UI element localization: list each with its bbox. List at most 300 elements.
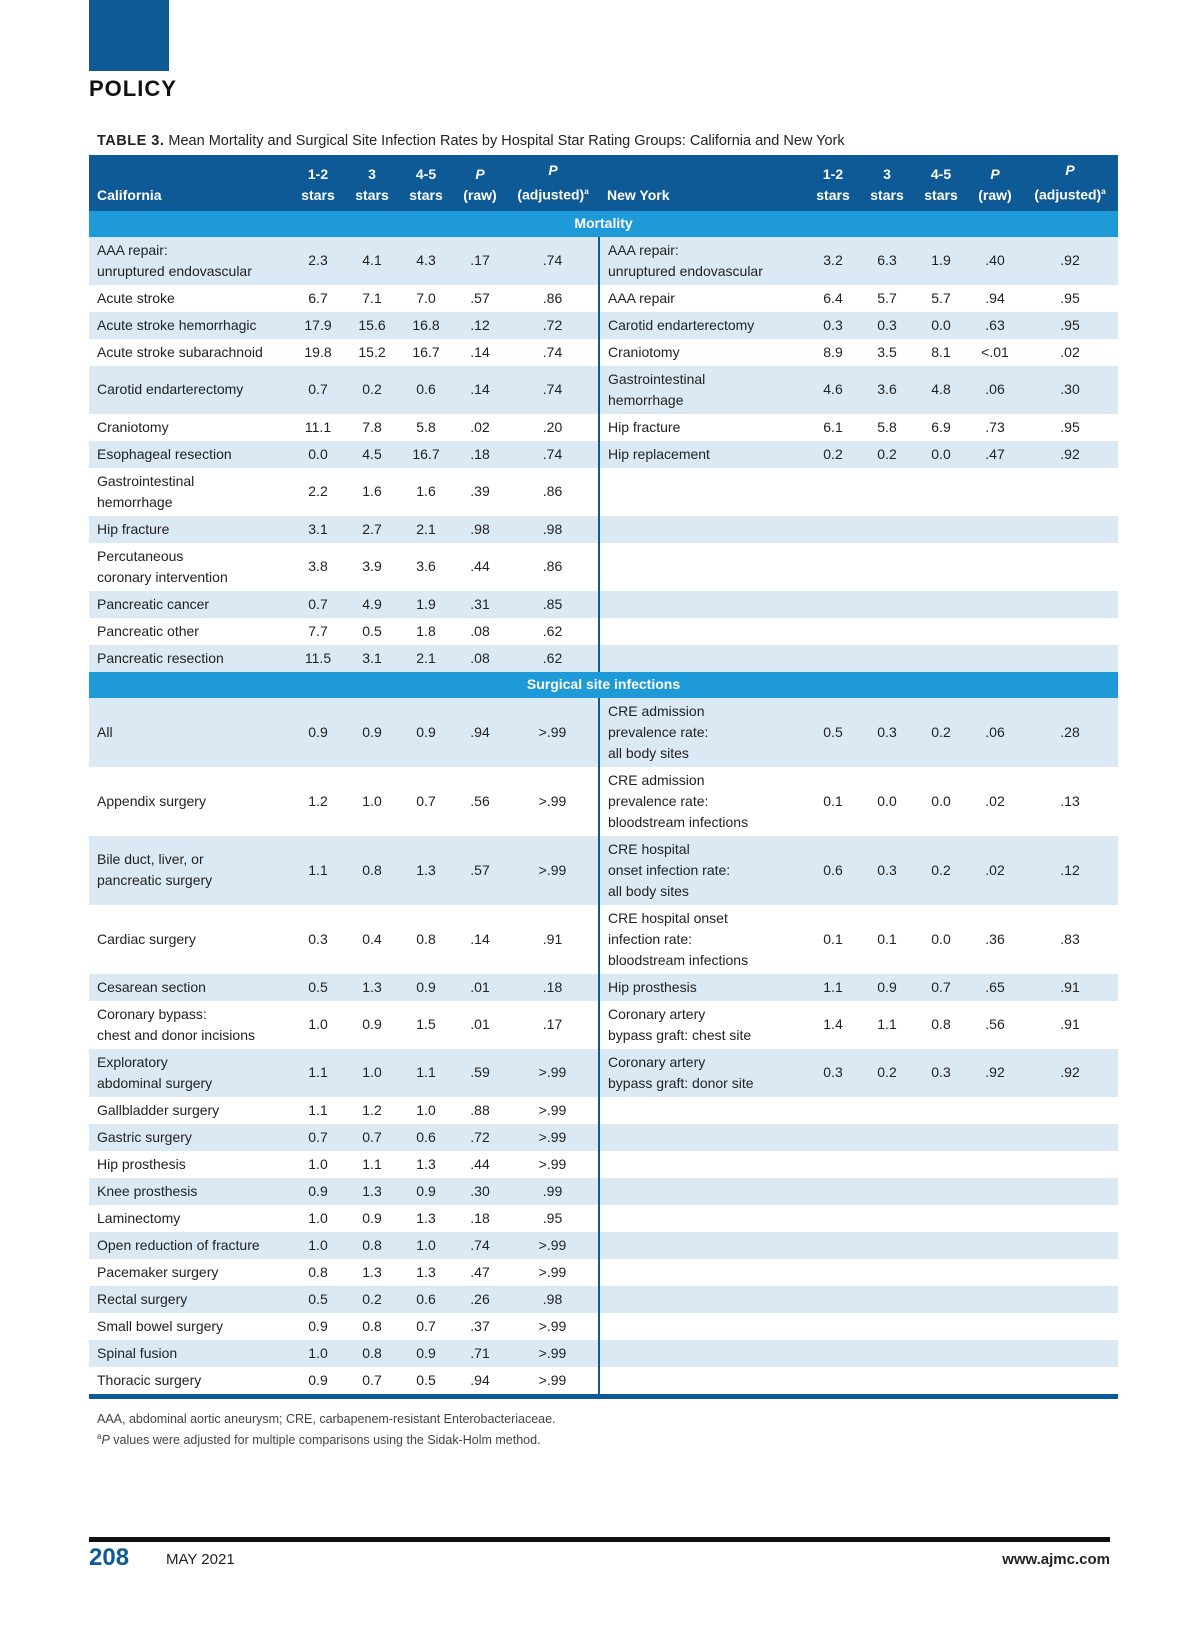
ca-s45-cell: 7.0 <box>416 289 436 306</box>
measure-name-line: Cesarean section <box>97 978 206 995</box>
ca-s45-cell: 1.0 <box>399 1232 453 1259</box>
ny-s45-cell: 0.0 <box>914 312 968 339</box>
ny-measure-name <box>599 1313 806 1340</box>
ca-adj-cell: .74 <box>507 366 599 414</box>
ca-s3-cell: 0.2 <box>345 1286 399 1313</box>
ny-s12-cell <box>806 1124 860 1151</box>
table-row <box>89 285 1118 312</box>
ny-s3-cell <box>860 1097 914 1124</box>
ca-raw-cell: .56 <box>470 792 490 809</box>
ca-raw-cell: .74 <box>453 1232 507 1259</box>
ny-adj-cell: .83 <box>1060 930 1080 947</box>
table-row <box>89 1340 1118 1367</box>
ca-s45-cell: 0.6 <box>399 1286 453 1313</box>
ca-s45-cell: 1.9 <box>399 591 453 618</box>
ny-s45-cell <box>914 591 968 618</box>
ny-measure-name <box>599 366 806 414</box>
ca-raw-cell: .08 <box>453 645 507 672</box>
ca-s12-cell: 0.7 <box>291 591 345 618</box>
ca-s45-cell: 0.9 <box>399 974 453 1001</box>
col-header-ca-p-raw: P (raw) <box>453 155 507 211</box>
ny-s3-cell: 0.3 <box>860 698 914 767</box>
ca-s3-cell: 15.2 <box>358 343 386 360</box>
table-row <box>89 618 1118 645</box>
ny-adj-cell: .91 <box>1060 1016 1080 1033</box>
measure-name-line: all body sites <box>608 744 689 761</box>
ca-measure-name <box>89 618 291 645</box>
ny-s12-cell <box>806 1232 860 1259</box>
ca-adj-cell: .72 <box>507 312 599 339</box>
ny-s3-cell <box>860 1367 914 1397</box>
ca-s12-cell: 6.7 <box>308 289 328 306</box>
ca-raw-cell: .94 <box>453 698 507 767</box>
measure-name-line: Hip replacement <box>608 445 710 462</box>
ny-measure-name <box>599 1049 806 1097</box>
ny-raw-cell <box>968 543 1022 591</box>
ny-s3-cell <box>860 1232 914 1259</box>
ca-s3-cell: 1.6 <box>362 483 382 500</box>
measure-name-line: Pancreatic resection <box>97 649 224 666</box>
ca-raw-cell: .17 <box>453 237 507 285</box>
ca-measure-name <box>89 1124 291 1151</box>
ca-measure-name <box>89 1367 291 1397</box>
table-row <box>89 1124 1118 1151</box>
ny-raw-cell <box>968 468 1022 516</box>
measure-name-line: Acute stroke <box>97 289 175 306</box>
ca-s12-cell: 2.2 <box>308 483 328 500</box>
table-row <box>89 1049 1118 1097</box>
ny-s12-cell <box>806 468 860 516</box>
ca-raw-cell: .47 <box>470 1263 490 1280</box>
measure-name-line: Knee prosthesis <box>97 1182 198 1199</box>
ca-raw-cell: .31 <box>453 591 507 618</box>
ca-raw-cell: .08 <box>470 622 490 639</box>
ca-adj-cell: .86 <box>542 558 563 575</box>
ny-s3-cell <box>860 1151 914 1178</box>
measure-name-line: unruptured endovascular <box>97 262 252 279</box>
ca-s12-cell: 0.0 <box>291 441 345 468</box>
measure-name-line: Gastrointestinal <box>608 370 706 387</box>
ny-raw-cell: .63 <box>968 312 1022 339</box>
table-row <box>89 767 1118 836</box>
measure-name-line: Craniotomy <box>97 418 169 435</box>
ny-adj-cell: .12 <box>1022 836 1118 905</box>
ny-raw-cell <box>968 1367 1022 1397</box>
table-title: Mean Mortality and Surgical Site Infection Rates by Hospital Star Rating Groups: California and New York <box>164 133 845 149</box>
measure-name-line: Small bowel surgery <box>97 1317 224 1334</box>
ca-s12-cell: 0.7 <box>291 1124 345 1151</box>
ny-s3-cell <box>860 1205 914 1232</box>
ny-s12-cell <box>806 1178 860 1205</box>
ny-raw-cell: .40 <box>968 237 1022 285</box>
col-header-ny-p-raw: P (raw) <box>968 155 1022 211</box>
ca-adj-cell: >.99 <box>507 1124 599 1151</box>
ca-adj-cell: .17 <box>542 1016 563 1033</box>
measure-name-line: Esophageal resection <box>97 445 232 462</box>
ca-adj-cell: .74 <box>507 237 599 285</box>
ca-measure-name <box>89 591 291 618</box>
ny-raw-cell <box>968 1286 1022 1313</box>
table-row <box>89 1232 1118 1259</box>
ny-s45-cell: 0.7 <box>914 974 968 1001</box>
ca-adj-cell: .95 <box>542 1209 563 1226</box>
ca-s12-cell: 1.0 <box>291 1232 345 1259</box>
ny-s45-cell <box>914 645 968 672</box>
ca-measure-name <box>89 974 291 1001</box>
ny-measure-name <box>599 1286 806 1313</box>
ny-s45-cell <box>914 1097 968 1124</box>
ca-s3-cell: 0.8 <box>362 1317 382 1334</box>
measure-name-line: Bile duct, liver, or <box>97 851 204 868</box>
ca-measure-name <box>89 414 291 441</box>
ny-raw-cell <box>968 1313 1022 1340</box>
measure-name-line: Gastric surgery <box>97 1128 192 1145</box>
ca-s3-cell: 4.1 <box>345 237 399 285</box>
ny-s12-cell: 0.3 <box>806 1049 860 1097</box>
measure-name-line: Pancreatic cancer <box>97 595 210 612</box>
ny-adj-cell <box>1022 543 1118 591</box>
ny-s12-cell: 1.4 <box>823 1016 843 1033</box>
measure-name-line: Pacemaker surgery <box>97 1263 219 1280</box>
table-row <box>89 1097 1118 1124</box>
ca-measure-name <box>89 339 291 366</box>
measure-name-line: Craniotomy <box>608 343 680 360</box>
table-row <box>89 905 1118 974</box>
ny-s3-cell: 0.2 <box>860 441 914 468</box>
ny-raw-cell: .36 <box>985 930 1005 947</box>
ny-measure-name <box>599 516 806 543</box>
ca-raw-cell: .37 <box>470 1317 490 1334</box>
ca-adj-cell: .74 <box>507 441 599 468</box>
ca-measure-name <box>89 543 291 591</box>
ny-s12-cell <box>806 1097 860 1124</box>
ca-s12-cell: 17.9 <box>291 312 345 339</box>
measure-name-line: Coronary artery <box>608 1005 706 1022</box>
ny-raw-cell <box>968 1151 1022 1178</box>
measure-name-line: onset infection rate: <box>608 861 731 878</box>
ca-adj-cell: .86 <box>542 483 563 500</box>
ca-s12-cell: 11.5 <box>291 645 345 672</box>
ny-s3-cell <box>860 645 914 672</box>
ca-measure-name <box>89 441 291 468</box>
ny-measure-name <box>599 1340 806 1367</box>
table-row <box>89 366 1118 414</box>
ca-s45-cell: 2.1 <box>399 516 453 543</box>
ca-s12-cell: 0.5 <box>291 974 345 1001</box>
ca-s3-cell: 1.1 <box>362 1155 382 1172</box>
ny-adj-cell: .13 <box>1060 792 1080 809</box>
ny-s45-cell <box>914 1286 968 1313</box>
ca-measure-name <box>89 285 291 312</box>
ny-raw-cell <box>968 1259 1022 1286</box>
ny-s12-cell: 0.6 <box>806 836 860 905</box>
table-row <box>89 1313 1118 1340</box>
ny-raw-cell <box>968 618 1022 645</box>
table-row <box>89 591 1118 618</box>
ca-s3-cell: 0.4 <box>362 930 382 947</box>
ca-s12-cell: 0.9 <box>291 698 345 767</box>
ny-measure-name <box>599 468 806 516</box>
ca-s45-cell: 16.7 <box>399 441 453 468</box>
ca-measure-name <box>89 1205 291 1232</box>
ca-s3-cell: 0.5 <box>362 622 382 639</box>
ca-s3-cell: 3.9 <box>362 558 382 575</box>
col-header-ca-stars-1-2: 1-2 stars <box>291 155 345 211</box>
ca-measure-name <box>89 1232 291 1259</box>
ny-s3-cell <box>860 591 914 618</box>
ca-s12-cell: 19.8 <box>304 343 332 360</box>
footnote-adjustment: $^a$P values were adjusted for multiple comparisons using the Sidak-Holm method. <box>97 1432 541 1448</box>
ny-s12-cell: 0.1 <box>823 792 843 809</box>
ny-s12-cell <box>806 618 860 645</box>
ny-measure-name <box>599 618 806 645</box>
ny-raw-cell: .65 <box>968 974 1022 1001</box>
ny-raw-cell <box>968 1205 1022 1232</box>
measure-name-line: hemorrhage <box>97 493 173 510</box>
ca-s12-cell: 0.9 <box>308 1317 328 1334</box>
ny-adj-cell <box>1022 1232 1118 1259</box>
ny-measure-name <box>599 767 806 836</box>
ny-s45-cell <box>914 516 968 543</box>
measure-name-line: infection rate: <box>608 930 693 947</box>
ca-s12-cell: 0.9 <box>291 1367 345 1397</box>
ca-s12-cell: 0.8 <box>308 1263 328 1280</box>
ny-s12-cell <box>806 543 860 591</box>
ca-raw-cell: .18 <box>470 1209 490 1226</box>
ny-s45-cell: 6.9 <box>931 418 951 435</box>
ca-raw-cell: .71 <box>453 1340 507 1367</box>
ca-s45-cell: 0.7 <box>416 792 436 809</box>
ca-s45-cell: 1.0 <box>416 1101 436 1118</box>
ca-s45-cell: 0.8 <box>416 930 436 947</box>
col-header-ca-p-adjusted: P (adjusted)$^a$ <box>507 155 599 211</box>
ny-adj-cell: .91 <box>1022 974 1118 1001</box>
ca-s45-cell: 0.9 <box>399 1178 453 1205</box>
ny-raw-cell <box>968 1097 1022 1124</box>
ca-adj-cell: >.99 <box>507 836 599 905</box>
ca-raw-cell: .44 <box>470 558 490 575</box>
ny-adj-cell <box>1022 591 1118 618</box>
measure-name-line: Pancreatic other <box>97 622 199 639</box>
ny-s12-cell <box>806 1205 860 1232</box>
ny-adj-cell <box>1022 1205 1118 1232</box>
ca-s45-cell: 1.5 <box>416 1016 436 1033</box>
ny-measure-name <box>599 1124 806 1151</box>
ny-s12-cell <box>806 1340 860 1367</box>
col-header-ca-stars-3: 3 stars <box>345 155 399 211</box>
ny-s3-cell <box>860 1340 914 1367</box>
measure-name-line: Gallbladder surgery <box>97 1101 220 1118</box>
ca-s3-cell: 0.8 <box>345 1232 399 1259</box>
ca-raw-cell: .59 <box>453 1049 507 1097</box>
ny-s12-cell <box>806 1286 860 1313</box>
ny-adj-cell <box>1022 1259 1118 1286</box>
ny-measure-name <box>599 591 806 618</box>
ny-measure-name <box>599 414 806 441</box>
ny-s3-cell: 0.3 <box>860 312 914 339</box>
ca-raw-cell: .88 <box>470 1101 490 1118</box>
ny-s3-cell <box>860 1313 914 1340</box>
ny-adj-cell <box>1022 618 1118 645</box>
ny-s3-cell: 3.5 <box>877 343 897 360</box>
ny-s3-cell <box>860 1178 914 1205</box>
ny-adj-cell: .92 <box>1022 441 1118 468</box>
ca-s45-cell: 4.3 <box>399 237 453 285</box>
ny-s3-cell <box>860 516 914 543</box>
ny-raw-cell <box>968 591 1022 618</box>
measure-name-line: prevalence rate: <box>608 792 709 809</box>
ny-s45-cell <box>914 1340 968 1367</box>
ca-s3-cell: 1.0 <box>362 792 382 809</box>
table-row <box>89 1205 1118 1232</box>
ny-s12-cell: 4.6 <box>806 366 860 414</box>
ny-adj-cell: .30 <box>1022 366 1118 414</box>
ny-raw-cell: .94 <box>985 289 1005 306</box>
ny-s45-cell: 0.0 <box>914 441 968 468</box>
ca-adj-cell: .98 <box>507 516 599 543</box>
measure-name-line: prevalence rate: <box>608 723 709 740</box>
footnote-abbreviations: AAA, abdominal aortic aneurysm; CRE, carbapenem-resistant Enterobacteriaceae. <box>97 1412 556 1426</box>
measure-name-line: bypass graft: chest site <box>608 1026 752 1043</box>
ca-s45-cell: 1.8 <box>416 622 436 639</box>
ny-s12-cell <box>806 1259 860 1286</box>
measure-name-line: Carotid endarterectomy <box>97 381 244 398</box>
ca-raw-cell: .02 <box>470 418 490 435</box>
col-header-ny-stars-3: 3 stars <box>860 155 914 211</box>
measure-name-line: Acute stroke subarachnoid <box>97 343 263 360</box>
ca-measure-name <box>89 516 291 543</box>
ny-s3-cell: 0.1 <box>877 930 897 947</box>
ca-s12-cell: 1.0 <box>291 1340 345 1367</box>
ny-s3-cell: 0.9 <box>860 974 914 1001</box>
ny-s12-cell: 0.2 <box>806 441 860 468</box>
measure-name-line: hemorrhage <box>608 391 684 408</box>
ny-s45-cell <box>914 1151 968 1178</box>
ca-raw-cell: .01 <box>470 1016 490 1033</box>
ny-raw-cell: .02 <box>985 792 1005 809</box>
ny-raw-cell <box>968 1340 1022 1367</box>
ca-raw-cell: .14 <box>470 343 490 360</box>
ny-measure-name <box>599 543 806 591</box>
ca-s3-cell: 0.7 <box>345 1367 399 1397</box>
ca-s3-cell: 0.8 <box>345 836 399 905</box>
ca-s12-cell: 11.1 <box>304 418 332 435</box>
ca-s45-cell: 0.6 <box>399 366 453 414</box>
ny-s45-cell <box>914 618 968 645</box>
ny-measure-name <box>599 1259 806 1286</box>
measure-name-line: Spinal fusion <box>97 1344 178 1361</box>
ny-s45-cell: 0.8 <box>931 1016 951 1033</box>
table-row <box>89 312 1118 339</box>
ca-raw-cell: .39 <box>470 483 490 500</box>
ca-s12-cell: 0.9 <box>291 1178 345 1205</box>
ny-adj-cell <box>1022 1124 1118 1151</box>
ca-raw-cell: .12 <box>453 312 507 339</box>
mortality-section-label: Mortality <box>89 211 1118 237</box>
ny-s12-cell: 3.2 <box>806 237 860 285</box>
ca-s45-cell: 0.6 <box>399 1124 453 1151</box>
ny-adj-cell: .95 <box>1060 289 1080 306</box>
ca-s12-cell: 1.0 <box>308 1209 328 1226</box>
table-row <box>89 339 1118 366</box>
site-url: www.ajmc.com <box>1002 1551 1110 1568</box>
measure-name-line: Acute stroke hemorrhagic <box>97 316 257 333</box>
ny-measure-name <box>599 1232 806 1259</box>
ca-s45-cell: 0.7 <box>416 1317 436 1334</box>
ca-s3-cell: 15.6 <box>345 312 399 339</box>
ca-raw-cell: .94 <box>453 1367 507 1397</box>
measure-name-line: pancreatic surgery <box>97 872 213 889</box>
ny-measure-name <box>599 1097 806 1124</box>
ca-measure-name <box>89 312 291 339</box>
ca-adj-cell: .99 <box>507 1178 599 1205</box>
ca-s12-cell: 1.2 <box>308 792 328 809</box>
ca-raw-cell: .14 <box>470 930 490 947</box>
ca-measure-name <box>89 905 291 974</box>
ny-s45-cell: 5.7 <box>931 289 951 306</box>
ny-measure-name <box>599 645 806 672</box>
ca-adj-cell: .86 <box>542 289 563 306</box>
measure-name-line: bloodstream infections <box>608 951 749 968</box>
ca-s3-cell: 1.2 <box>362 1101 382 1118</box>
measure-name-line: Exploratory <box>97 1053 168 1070</box>
ny-s45-cell <box>914 468 968 516</box>
measure-name-line: Carotid endarterectomy <box>608 316 755 333</box>
issue-date: MAY 2021 <box>166 1551 235 1568</box>
ny-adj-cell <box>1022 1286 1118 1313</box>
results-table <box>89 155 1118 1399</box>
ca-s3-cell: 4.9 <box>345 591 399 618</box>
measure-name-line: unruptured endovascular <box>608 262 763 279</box>
ny-raw-cell: .73 <box>985 418 1005 435</box>
measure-name-line: Laminectomy <box>97 1209 181 1226</box>
ny-s12-cell: 1.1 <box>806 974 860 1001</box>
measure-name-line: Appendix surgery <box>97 792 206 809</box>
measure-name-line: Coronary artery <box>608 1053 706 1070</box>
ca-measure-name <box>89 1286 291 1313</box>
ca-s3-cell: 7.8 <box>362 418 382 435</box>
ca-s45-cell: 1.3 <box>416 1209 436 1226</box>
ny-s3-cell: 0.0 <box>877 792 897 809</box>
measure-name-line: all body sites <box>608 882 689 899</box>
ny-adj-cell: .28 <box>1022 698 1118 767</box>
measure-name-line: CRE hospital <box>608 840 690 857</box>
ny-s3-cell <box>860 618 914 645</box>
ny-s12-cell <box>806 1151 860 1178</box>
ca-s12-cell: 3.8 <box>308 558 328 575</box>
table-row <box>89 1178 1118 1205</box>
ny-measure-name <box>599 237 806 285</box>
measure-name-line: CRE hospital onset <box>608 909 728 926</box>
ca-measure-name <box>89 1001 291 1049</box>
ny-s45-cell: 1.9 <box>914 237 968 285</box>
table-number: TABLE 3. <box>97 133 165 149</box>
ca-s12-cell: 7.7 <box>308 622 328 639</box>
ny-s45-cell <box>914 1124 968 1151</box>
ca-s12-cell: 1.1 <box>308 1101 328 1118</box>
table-row <box>89 645 1118 672</box>
ca-s3-cell: 3.1 <box>345 645 399 672</box>
ny-measure-name <box>599 974 806 1001</box>
measure-name-line: abdominal surgery <box>97 1074 213 1091</box>
ny-measure-name <box>599 1001 806 1049</box>
ca-adj-cell: >.99 <box>507 1367 599 1397</box>
ny-measure-name <box>599 441 806 468</box>
ny-adj-cell <box>1022 1151 1118 1178</box>
ca-adj-cell: >.99 <box>507 698 599 767</box>
ca-adj-cell: .98 <box>507 1286 599 1313</box>
ca-s12-cell: 1.1 <box>291 1049 345 1097</box>
